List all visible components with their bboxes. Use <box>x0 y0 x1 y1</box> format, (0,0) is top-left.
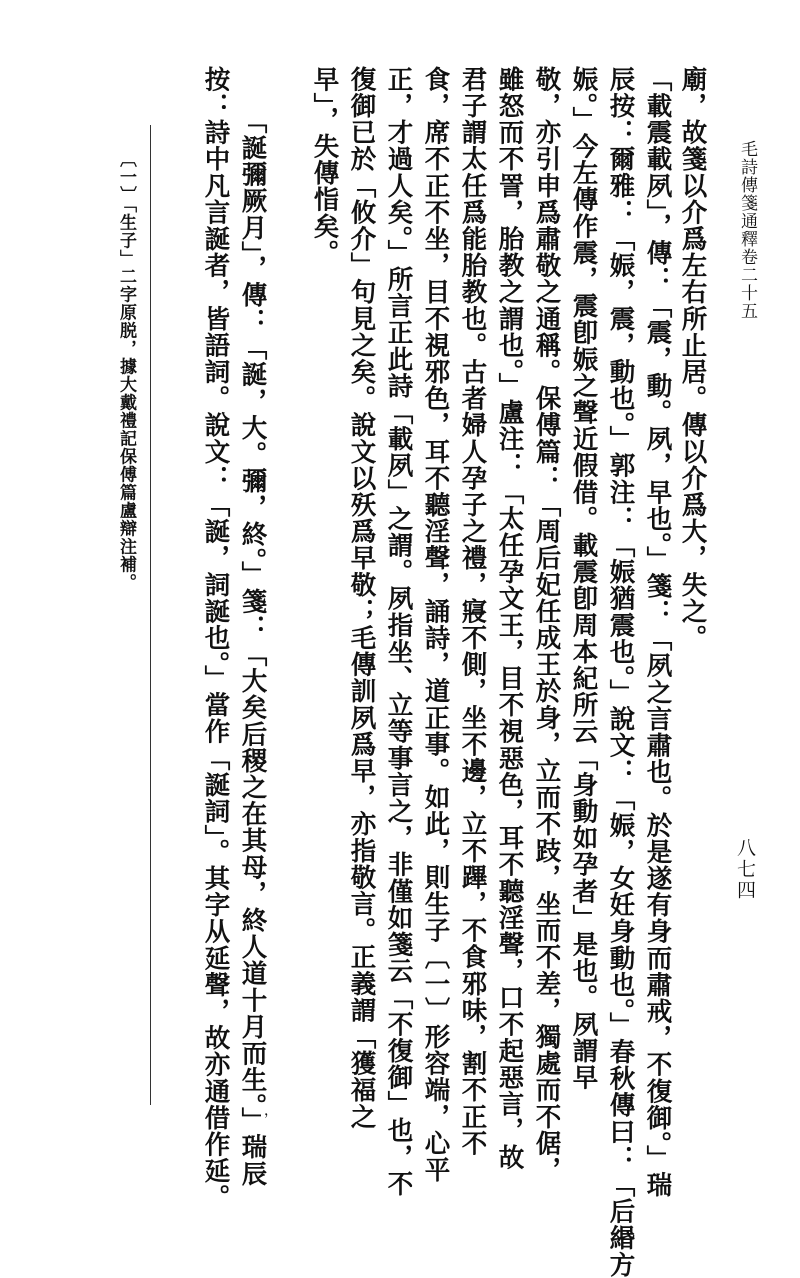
text-column: 敬，亦引申爲肅敬之通稱。保傅篇：「周后妃任成王於身，立而不跂，坐而不差，獨處而不倨， <box>531 66 562 1184</box>
text-column: 辰按：爾雅：「娠，震，動也。」郭注：「娠猶震也。」說文：「娠，女妊身動也。」春秋傳曰：「后緡方 <box>605 66 636 1278</box>
text-column: 「載震載夙」，傳：「震，動。夙，早也。」箋：「夙之言肅也。於是遂有身而肅戒，不復御。」瑞 <box>642 66 673 1199</box>
text-column: 娠。」今左傳作震，震卽娠之聲近假借。載震卽周本紀所云「身動如孕者」是也。夙謂早 <box>568 66 599 1091</box>
text-column: 復御已於「攸介」句見之矣。說文以殀爲早敬；毛傳訓夙爲早，亦指敬言。正義謂「獲福之 <box>346 66 377 1130</box>
text-column: 正，才過人矣。」所言正此詩「載夙」之謂。夙指坐、立等事言之，非僅如箋云「不復御」也，不 <box>383 66 414 1198</box>
footnote: 〔一〕「生子」二字原脱，據大戴禮記保傅篇盧辯注補。 <box>116 150 136 592</box>
text-column: 廟，故箋以介爲左右所止居。傳以介爲大，失之。 <box>677 66 708 652</box>
page-number: 八七四 <box>734 838 756 901</box>
footnote-divider <box>150 125 151 1105</box>
text-column: 「誕彌厥月」，傳：「誕，大。彌，終。」箋：「大矣后稷之在其母，終人道十月而生。」瑞辰 <box>237 108 268 1187</box>
text-column: 早」，失傳恉矣。 <box>309 66 340 267</box>
text-column: 按：詩中凡言誕者，皆語詞。說文：「誕，詞誕也。」當作「誕詞」。其字从延聲，故亦通借作延。 <box>200 66 231 1211</box>
text-column: 食，席不正不坐，目不視邪色，耳不聽淫聲，誦詩，道正事。如此，則生子〔一〕形容端，心平 <box>420 66 451 1184</box>
text-column: 雖怒而不詈，胎教之謂也。」盧注：「太任孕文王，目不視惡色，耳不聽淫聲，口不起惡言，故 <box>494 66 525 1171</box>
stray-mark: ， <box>264 1103 278 1119</box>
text-column: 君子謂太任爲能胎教也。古者婦人孕子之禮，寢不側，坐不邊，立不蹕，不食邪味，割不正不 <box>457 66 488 1157</box>
running-title: 毛詩傳箋通釋卷二十五 <box>737 140 757 320</box>
